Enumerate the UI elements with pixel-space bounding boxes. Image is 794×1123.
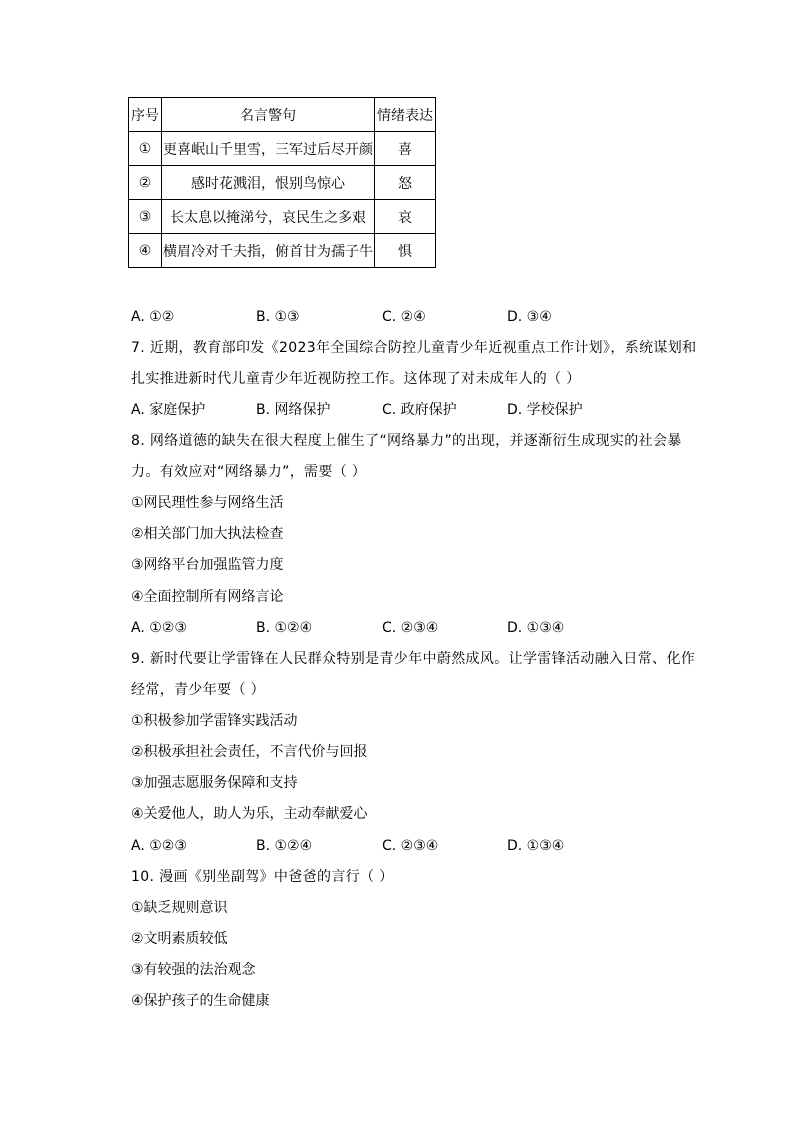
q6-options <box>131 307 651 327</box>
q8-option-b: B. ①②④ <box>256 620 313 636</box>
q8-stem-line1: 8. 网络道德的缺失在很大程度上催生了“网络暴力”的出现，并逐渐衍生成现实的社会暴 <box>131 433 682 449</box>
q9-option-b: B. ①②④ <box>256 838 313 854</box>
quote-emotion-table <box>128 97 436 268</box>
q8-option-d: D. ①③④ <box>507 620 565 636</box>
q8-item-1: ①网民理性参与网络生活 <box>131 495 284 511</box>
q7-option-c: C. 政府保护 <box>382 402 457 418</box>
table-cell: 惧 <box>375 234 436 268</box>
q10-item-1: ①缺乏规则意识 <box>131 900 228 916</box>
q8-item-4: ④全面控制所有网络言论 <box>131 589 284 605</box>
q8-option-a: A. ①②③ <box>131 620 187 636</box>
q9-stem-line1: 9. 新时代要让学雷锋在人民群众特别是青少年中蔚然成风。让学雷锋活动融入日常、化作 <box>131 651 696 667</box>
table-cell: ③ <box>129 200 162 234</box>
table-cell: 喜 <box>375 132 436 166</box>
q10-item-2: ②文明素质较低 <box>131 931 228 947</box>
q7-stem-line1: 7. 近期，教育部印发《2023年全国综合防控儿童青少年近视重点工作计划》，系统谋划和 <box>131 340 697 356</box>
table-cell: 怒 <box>375 166 436 200</box>
q9-item-3: ③加强志愿服务保障和支持 <box>131 775 298 791</box>
q6-option-c: C. ②④ <box>382 309 426 325</box>
table-header: 序号 <box>129 98 162 132</box>
q9-option-a: A. ①②③ <box>131 838 187 854</box>
table-row <box>129 200 436 234</box>
table-cell: 感时花溅泪，恨别鸟惊心 <box>162 166 375 200</box>
q9-option-c: C. ②③④ <box>382 838 439 854</box>
q7-option-d: D. 学校保护 <box>507 402 583 418</box>
table-row <box>129 166 436 200</box>
q6-option-b: B. ①③ <box>256 309 300 325</box>
q7-option-a: A. 家庭保护 <box>131 402 206 418</box>
q8-item-3: ③网络平台加强监管力度 <box>131 557 284 573</box>
q7-option-b: B. 网络保护 <box>256 402 331 418</box>
q9-item-1: ①积极参加学雷锋实践活动 <box>131 713 298 729</box>
q8-option-c: C. ②③④ <box>382 620 439 636</box>
q9-option-d: D. ①③④ <box>507 838 565 854</box>
q8-item-2: ②相关部门加大执法检查 <box>131 526 284 542</box>
table-cell: 长太息以掩涕兮，哀民生之多艰 <box>162 200 375 234</box>
q9-item-4: ④关爱他人，助人为乐，主动奉献爱心 <box>131 806 368 822</box>
table-cell: ① <box>129 132 162 166</box>
q7-stem-line2: 扎实推进新时代儿童青少年近视防控工作。这体现了对未成年人的（ ） <box>131 371 581 387</box>
table-cell: 横眉冷对千夫指，俯首甘为孺子牛 <box>162 234 375 268</box>
q6-option-d: D. ③④ <box>507 309 552 325</box>
q9-item-2: ②积极承担社会责任，不言代价与回报 <box>131 744 368 760</box>
q10-item-3: ③有较强的法治观念 <box>131 962 256 978</box>
table-row <box>129 234 436 268</box>
table-cell: ④ <box>129 234 162 268</box>
q10-stem-line1: 10. 漫画《别坐副驾》中爸爸的言行（ ） <box>131 869 394 885</box>
q8-stem-line2: 力。有效应对“网络暴力”，需要（ ） <box>131 464 367 480</box>
q7-options <box>131 400 651 420</box>
table-cell: 更喜岷山千里雪，三军过后尽开颜 <box>162 132 375 166</box>
q8-options <box>131 618 651 638</box>
table-header: 情绪表达 <box>375 98 436 132</box>
q10-item-4: ④保护孩子的生命健康 <box>131 993 270 1009</box>
q9-options <box>131 836 651 856</box>
table-cell: 哀 <box>375 200 436 234</box>
table-row <box>129 132 436 166</box>
q9-stem-line2: 经常，青少年要（ ） <box>131 682 265 698</box>
table-header-row <box>129 98 436 132</box>
q6-option-a: A. ①② <box>131 309 175 325</box>
table-header: 名言警句 <box>162 98 375 132</box>
table-cell: ② <box>129 166 162 200</box>
